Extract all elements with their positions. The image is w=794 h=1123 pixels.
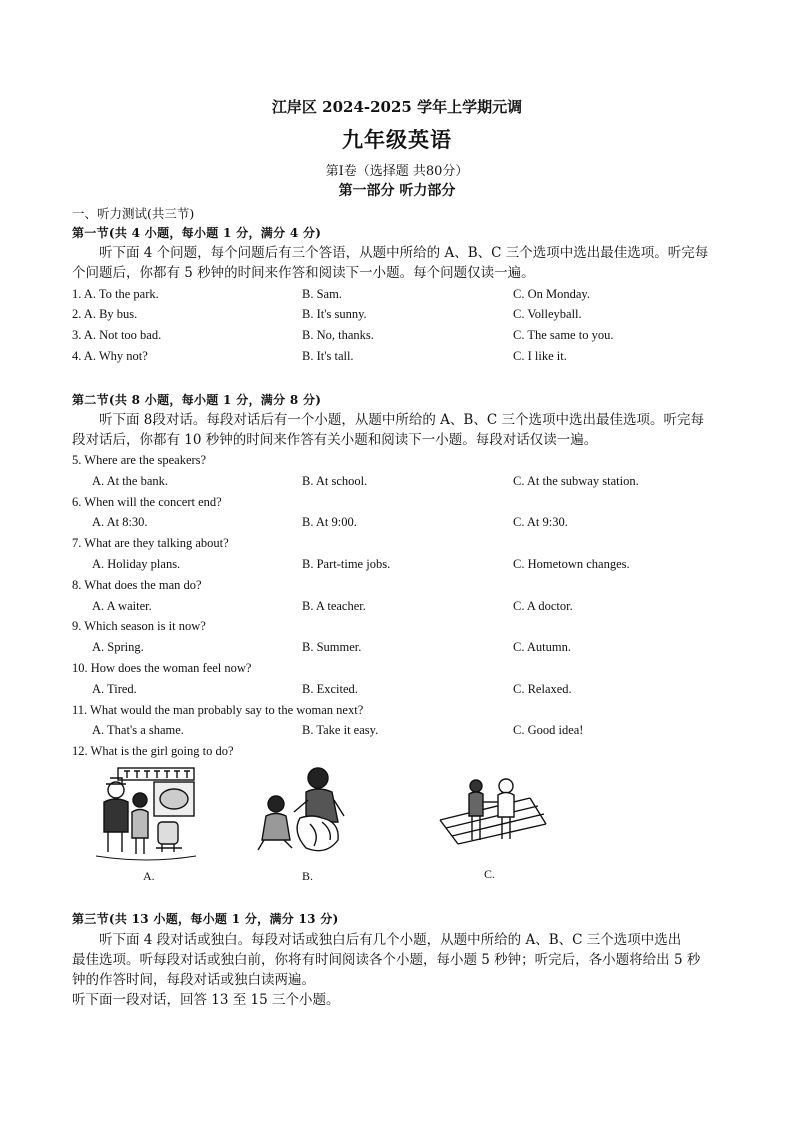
options-6 <box>72 515 732 533</box>
option-a: A. That's a shame. <box>92 723 184 737</box>
options-8 <box>72 599 732 617</box>
instruction-line: 最佳选项。听每段对话或独白前，你将有时间阅读各个小题，每小题 5 秒钟；听完后，各小题将给出 5 秒 <box>72 952 701 968</box>
option-c: C. Volleyball. <box>513 307 582 321</box>
instruction-line: 听下面 4 个问题，每个问题后有三个答语，从题中所给的 A、B、C 三个选项中选出最佳选项。听完每 <box>99 245 709 261</box>
road-crossing-illustration <box>436 774 548 858</box>
option-b: B. It's sunny. <box>302 307 367 321</box>
instruction-line: 段对话后，你都有 10 秒钟的时间来作答有关小题和阅读下一小题。每段对话仅读一遍。 <box>72 432 598 448</box>
section2-title: 第二节(共 8 小题，每小题 1 分，满分 8 分) <box>72 393 322 407</box>
question-6: 6. When will the concert end? <box>72 495 222 509</box>
option-b: B. Summer. <box>302 640 362 654</box>
options-5 <box>72 474 732 492</box>
shop-scene-illustration <box>92 764 200 862</box>
question-row-3 <box>72 328 732 346</box>
question-8: 8. What does the man do? <box>72 578 202 592</box>
options-10 <box>72 682 732 700</box>
instruction-line: 个问题后，你都有 5 秒钟的时间来作答和阅读下一小题。每个问题仅读一遍。 <box>72 265 535 281</box>
section-heading: 一、听力测试(共三节) <box>72 206 195 221</box>
option-a: 3. A. Not too bad. <box>72 328 162 342</box>
section3-instructions <box>72 930 724 1010</box>
option-b: B. Take it easy. <box>302 723 379 737</box>
picture-c-label: C. <box>484 867 496 881</box>
option-b: B. At 9:00. <box>302 515 357 529</box>
option-a: A. At the bank. <box>92 474 169 488</box>
part-title: 第一部分 听力部分 <box>338 183 456 199</box>
option-c: C. Hometown changes. <box>513 557 630 571</box>
question-10: 10. How does the woman feel now? <box>72 661 252 675</box>
option-c: C. At the subway station. <box>513 474 639 488</box>
section1-instructions <box>72 243 724 283</box>
option-b: B. It's tall. <box>302 349 354 363</box>
subject-title: 九年级英语 <box>342 127 452 152</box>
option-b: B. At school. <box>302 474 368 488</box>
option-b: B. A teacher. <box>302 599 366 613</box>
options-7 <box>72 557 732 575</box>
option-b: B. Excited. <box>302 682 358 696</box>
section3-note: 听下面一段对话，回答 13 至 15 三个小题。 <box>72 992 340 1008</box>
option-a: A. Tired. <box>92 682 137 696</box>
question-row-1 <box>72 287 732 305</box>
instruction-line: 听下面 4 段对话或独白。每段对话或独白后有几个小题，从题中所给的 A、B、C 三个选项中选出 <box>99 932 682 948</box>
option-a: A. Holiday plans. <box>92 557 181 571</box>
exam-title: 江岸区 2024-2025 学年上学期元调 <box>271 98 523 116</box>
instruction-line: 听下面 8段对话。每段对话后有一个小题，从题中所给的 A、B、C 三个选项中选出最佳选项。听完每 <box>99 412 704 428</box>
question-row-4 <box>72 349 732 367</box>
option-a: A. At 8:30. <box>92 515 148 529</box>
question-7: 7. What are they talking about? <box>72 536 229 550</box>
option-c: C. Good idea! <box>513 723 584 737</box>
option-c: C. Relaxed. <box>513 682 572 696</box>
instruction-line: 钟的作答时间，每段对话或独白读两遍。 <box>72 972 315 988</box>
option-c: C. I like it. <box>513 349 567 363</box>
question-12: 12. What is the girl going to do? <box>72 744 234 758</box>
option-c: C. A doctor. <box>513 599 573 613</box>
question-5: 5. Where are the speakers? <box>72 453 207 467</box>
section1-title: 第一节(共 4 小题，每小题 1 分，满分 4 分) <box>72 226 322 240</box>
question-row-2 <box>72 307 732 325</box>
option-a: 4. A. Why not? <box>72 349 148 363</box>
options-11 <box>72 723 732 741</box>
volume-title: 第Ⅰ卷（选择题 共80分） <box>325 164 469 179</box>
section2-instructions <box>72 410 724 450</box>
option-c: C. At 9:30. <box>513 515 568 529</box>
section3-title: 第三节(共 13 小题，每小题 1 分，满分 13 分) <box>72 912 339 926</box>
kids-with-bag-illustration <box>254 764 360 858</box>
option-b: B. Sam. <box>302 287 342 301</box>
option-a: A. A waiter. <box>92 599 152 613</box>
options-9 <box>72 640 732 658</box>
question-9: 9. Which season is it now? <box>72 619 206 633</box>
option-b: B. No, thanks. <box>302 328 374 342</box>
option-b: B. Part-time jobs. <box>302 557 391 571</box>
picture-b-label: B. <box>302 869 314 883</box>
option-c: C. On Monday. <box>513 287 590 301</box>
option-a: 1. A. To the park. <box>72 287 159 301</box>
option-a: 2. A. By bus. <box>72 307 138 321</box>
option-a: A. Spring. <box>92 640 144 654</box>
question-11: 11. What would the man probably say to the woman next? <box>72 703 364 717</box>
option-c: C. Autumn. <box>513 640 571 654</box>
option-c: C. The same to you. <box>513 328 614 342</box>
picture-a-label: A. <box>143 869 155 883</box>
